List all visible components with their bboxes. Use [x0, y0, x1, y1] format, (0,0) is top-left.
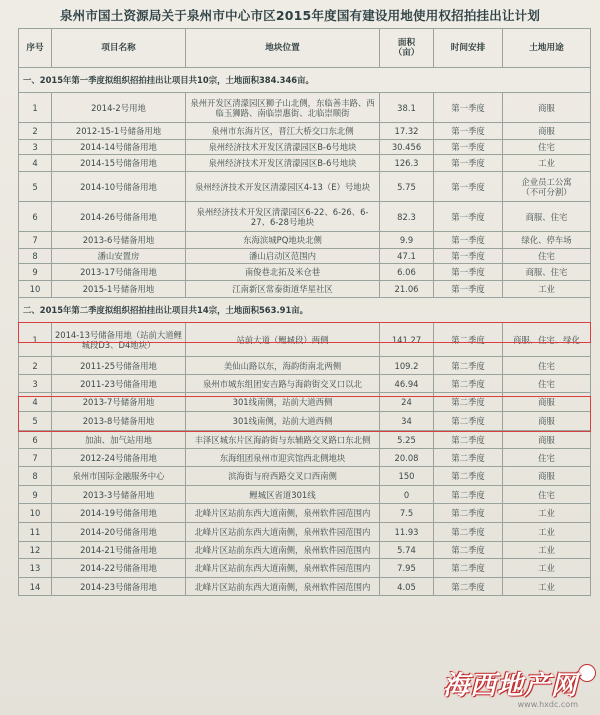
cell-name: 2014-13号储备用地（站前大道鲤城段D3、D4地块） [52, 323, 186, 357]
cell-area: 24 [380, 393, 434, 412]
cell-no: 12 [19, 542, 52, 559]
cell-time: 第一季度 [434, 155, 503, 172]
header-location: 地块位置 [186, 29, 380, 68]
cell-use: 工业 [503, 523, 591, 542]
section-heading-row [19, 68, 591, 93]
watermark [443, 665, 578, 709]
cell-no: 3 [19, 375, 52, 393]
table-row [19, 264, 591, 281]
cell-location: 东海滨城PQ地块北侧 [186, 232, 380, 249]
cell-name: 2014-26号储备用地 [52, 202, 186, 232]
cell-location: 泉州经济技术开发区清濛园区B-6号地块 [186, 155, 380, 172]
cell-use: 商服 [503, 393, 591, 412]
cell-name: 2011-25号储备用地 [52, 357, 186, 375]
cell-area: 9.9 [380, 232, 434, 249]
cell-location: 东海组团泉州市迎宾馆西北侧地块 [186, 449, 380, 467]
table-row [19, 172, 591, 202]
cell-area: 126.3 [380, 155, 434, 172]
cell-no: 7 [19, 449, 52, 467]
cell-name: 2014-2号用地 [52, 93, 186, 123]
cell-time: 第二季度 [434, 486, 503, 504]
cell-no: 5 [19, 412, 52, 431]
table-row [19, 249, 591, 264]
cell-time: 第二季度 [434, 431, 503, 449]
cell-location: 301线南侧，站前大道西侧 [186, 412, 380, 431]
cell-name: 2014-20号储备用地 [52, 523, 186, 542]
cell-location: 美仙山路以东，海韵街南北两侧 [186, 357, 380, 375]
cell-time: 第二季度 [434, 393, 503, 412]
table-row [19, 375, 591, 393]
cell-no: 6 [19, 431, 52, 449]
table-header-row [19, 29, 591, 68]
table-row [19, 123, 591, 140]
cell-no: 2 [19, 357, 52, 375]
cell-use: 住宅 [503, 375, 591, 393]
cell-area: 38.1 [380, 93, 434, 123]
cell-use: 住宅 [503, 357, 591, 375]
watermark-url: www.hxdc.com [517, 700, 578, 709]
cell-time: 第一季度 [434, 232, 503, 249]
header-area: 面积 （亩） [380, 29, 434, 68]
cell-name: 2014-23号储备用地 [52, 578, 186, 596]
cell-location: 鲤城区省道301线 [186, 486, 380, 504]
table-row [19, 559, 591, 578]
table-row [19, 449, 591, 467]
cell-location: 泉州经济技术开发区清濛园区B-6号地块 [186, 140, 380, 155]
cell-location: 滨海街与府西路交叉口西南侧 [186, 467, 380, 486]
cell-location: 南俊巷北拓及米仓巷 [186, 264, 380, 281]
cell-time: 第一季度 [434, 202, 503, 232]
cell-location: 北峰片区站前东西大道南侧，泉州软件园范围内 [186, 542, 380, 559]
cell-name: 潘山安置房 [52, 249, 186, 264]
cell-area: 34 [380, 412, 434, 431]
watermark-mark-icon [578, 664, 596, 682]
cell-area: 150 [380, 467, 434, 486]
cell-area: 5.74 [380, 542, 434, 559]
cell-use: 工业 [503, 542, 591, 559]
cell-area: 17.32 [380, 123, 434, 140]
cell-time: 第一季度 [434, 93, 503, 123]
cell-time: 第一季度 [434, 140, 503, 155]
cell-no: 10 [19, 281, 52, 298]
cell-area: 5.75 [380, 172, 434, 202]
cell-no: 6 [19, 202, 52, 232]
cell-no: 8 [19, 467, 52, 486]
cell-name: 2013-8号储备用地 [52, 412, 186, 431]
cell-location: 北峰片区站前东西大道南侧，泉州软件园范围内 [186, 504, 380, 523]
table-row [19, 412, 591, 431]
cell-location: 北峰片区站前东西大道南侧，泉州软件园范围内 [186, 578, 380, 596]
cell-use: 工业 [503, 504, 591, 523]
cell-name: 2013-6号储备用地 [52, 232, 186, 249]
cell-name: 2013-3号储备用地 [52, 486, 186, 504]
cell-area: 20.08 [380, 449, 434, 467]
table-row [19, 486, 591, 504]
cell-location: 泉州经济技术开发区清濛园区6-22、6-26、6-27、6-28号地块 [186, 202, 380, 232]
cell-name: 泉州市国际金融服务中心 [52, 467, 186, 486]
cell-time: 第二季度 [434, 467, 503, 486]
cell-no: 14 [19, 578, 52, 596]
cell-area: 0 [380, 486, 434, 504]
cell-time: 第二季度 [434, 357, 503, 375]
cell-area: 7.95 [380, 559, 434, 578]
cell-time: 第一季度 [434, 123, 503, 140]
cell-name: 2014-14号储备用地 [52, 140, 186, 155]
cell-time: 第二季度 [434, 449, 503, 467]
table-row [19, 431, 591, 449]
cell-name: 2014-21号储备用地 [52, 542, 186, 559]
cell-area: 141.27 [380, 323, 434, 357]
cell-time: 第二季度 [434, 559, 503, 578]
header-time: 时间安排 [434, 29, 503, 68]
table-row [19, 281, 591, 298]
cell-name: 2014-22号储备用地 [52, 559, 186, 578]
cell-location: 泉州经济技术开发区清濛园区4-13（E）号地块 [186, 172, 380, 202]
cell-use: 住宅 [503, 486, 591, 504]
header-use: 土地用途 [503, 29, 591, 68]
cell-area: 7.5 [380, 504, 434, 523]
cell-use: 商服 [503, 123, 591, 140]
cell-time: 第二季度 [434, 375, 503, 393]
cell-time: 第一季度 [434, 264, 503, 281]
cell-area: 6.06 [380, 264, 434, 281]
cell-no: 2 [19, 123, 52, 140]
cell-use: 住宅 [503, 140, 591, 155]
cell-no: 1 [19, 93, 52, 123]
cell-time: 第一季度 [434, 172, 503, 202]
table-row [19, 504, 591, 523]
cell-location: 江南新区常泰街道华星社区 [186, 281, 380, 298]
cell-use: 工业 [503, 155, 591, 172]
cell-use: 工业 [503, 559, 591, 578]
cell-name: 2014-15号储备用地 [52, 155, 186, 172]
cell-time: 第二季度 [434, 578, 503, 596]
table-row [19, 93, 591, 123]
cell-location: 丰泽区城东片区海韵街与东辅路交叉路口东北侧 [186, 431, 380, 449]
cell-no: 8 [19, 249, 52, 264]
section-heading: 一、2015年第一季度拟组织招拍挂出让项目共10宗，土地面积384.346亩。 [19, 68, 591, 93]
cell-use: 住宅 [503, 249, 591, 264]
land-plan-table [18, 28, 591, 596]
table-row [19, 202, 591, 232]
cell-use: 商服 [503, 412, 591, 431]
table-row [19, 393, 591, 412]
page-title: 泉州市国土资源局关于泉州市中心市区2015年度国有建设用地使用权招拍挂出让计划 [59, 8, 541, 23]
cell-use: 企业员工公寓 （不可分割） [503, 172, 591, 202]
cell-location: 泉州市东海片区，晋江大桥交口东北侧 [186, 123, 380, 140]
cell-use: 商服 [503, 93, 591, 123]
cell-time: 第二季度 [434, 523, 503, 542]
cell-name: 加油、加气站用地 [52, 431, 186, 449]
cell-use: 绿化、停车场 [503, 232, 591, 249]
cell-location: 站前大道（鲤城段）两侧 [186, 323, 380, 357]
cell-name: 2011-23号储备用地 [52, 375, 186, 393]
cell-use: 住宅 [503, 449, 591, 467]
cell-time: 第二季度 [434, 323, 503, 357]
cell-area: 11.93 [380, 523, 434, 542]
table-row [19, 523, 591, 542]
cell-location: 北峰片区站前东西大道南侧，泉州软件园范围内 [186, 523, 380, 542]
cell-name: 2012-15-1号储备用地 [52, 123, 186, 140]
cell-location: 潘山启动区范围内 [186, 249, 380, 264]
cell-use: 商服 [503, 431, 591, 449]
cell-area: 5.25 [380, 431, 434, 449]
table-row [19, 578, 591, 596]
cell-area: 109.2 [380, 357, 434, 375]
cell-name: 2013-17号储备用地 [52, 264, 186, 281]
table-row [19, 323, 591, 357]
cell-location: 301线南侧，站前大道西侧 [186, 393, 380, 412]
section-heading-row [19, 298, 591, 323]
cell-use: 商服、住宅、绿化 [503, 323, 591, 357]
cell-no: 13 [19, 559, 52, 578]
cell-name: 2012-24号储备用地 [52, 449, 186, 467]
cell-name: 2013-7号储备用地 [52, 393, 186, 412]
cell-time: 第一季度 [434, 249, 503, 264]
cell-area: 21.06 [380, 281, 434, 298]
cell-area: 47.1 [380, 249, 434, 264]
cell-use: 工业 [503, 281, 591, 298]
header-name: 项目名称 [52, 29, 186, 68]
cell-no: 5 [19, 172, 52, 202]
cell-location: 泉州开发区清濛园区狮子山北侧，东临善丰路、西临玉狮路、南临崇惠街、北临崇顺街 [186, 93, 380, 123]
cell-name: 2014-19号储备用地 [52, 504, 186, 523]
cell-area: 30.456 [380, 140, 434, 155]
cell-area: 82.3 [380, 202, 434, 232]
cell-area: 4.05 [380, 578, 434, 596]
cell-use: 商服、住宅 [503, 202, 591, 232]
cell-time: 第二季度 [434, 504, 503, 523]
cell-time: 第一季度 [434, 281, 503, 298]
cell-time: 第二季度 [434, 412, 503, 431]
cell-no: 7 [19, 232, 52, 249]
cell-no: 11 [19, 523, 52, 542]
cell-no: 4 [19, 393, 52, 412]
header-no: 序号 [19, 29, 52, 68]
cell-no: 9 [19, 486, 52, 504]
cell-no: 10 [19, 504, 52, 523]
cell-no: 3 [19, 140, 52, 155]
table-row [19, 140, 591, 155]
cell-use: 商服、住宅 [503, 264, 591, 281]
table-row [19, 155, 591, 172]
table-row [19, 357, 591, 375]
cell-location: 北峰片区站前东西大道南侧，泉州软件园范围内 [186, 559, 380, 578]
table-row [19, 232, 591, 249]
cell-name: 2015-1号储备用地 [52, 281, 186, 298]
cell-time: 第二季度 [434, 542, 503, 559]
table-row [19, 467, 591, 486]
section-heading: 二、2015年第二季度拟组织招拍挂出让项目共14宗，土地面积563.91亩。 [19, 298, 591, 323]
cell-name: 2014-10号储备用地 [52, 172, 186, 202]
cell-no: 4 [19, 155, 52, 172]
cell-use: 商服 [503, 467, 591, 486]
table-row [19, 542, 591, 559]
cell-use: 工业 [503, 578, 591, 596]
cell-area: 46.94 [380, 375, 434, 393]
watermark-brand: 海西地产网 [442, 671, 578, 701]
cell-location: 泉州市城东组团安吉路与海韵街交叉口以北 [186, 375, 380, 393]
cell-no: 9 [19, 264, 52, 281]
cell-no: 1 [19, 323, 52, 357]
